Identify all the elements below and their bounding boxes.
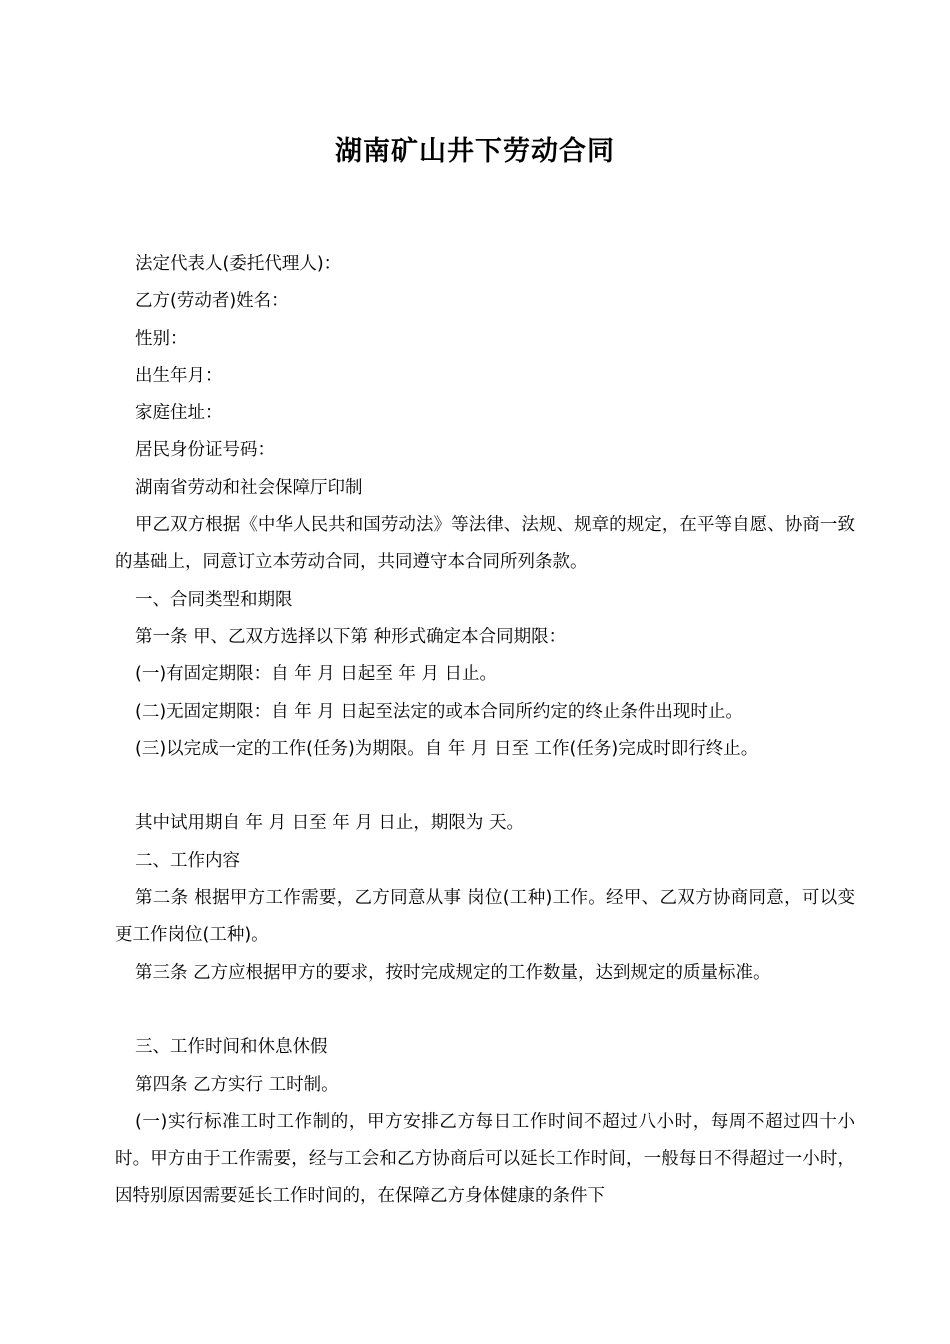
field-gender: 性别：: [135, 328, 188, 349]
field-legal-representative: 法定代表人(委托代理人)：: [135, 254, 342, 274]
blank-line: [115, 768, 855, 805]
document-body: [115, 246, 855, 1216]
field-id-number: 居民身份证号码：: [135, 440, 275, 461]
article-4: 第四条 乙方实行 工时制。: [135, 1074, 339, 1095]
field-birth-date: 出生年月：: [135, 365, 223, 386]
printed-by: 湖南省劳动和社会保障厅印制: [135, 477, 363, 498]
probation-period: 其中试用期自 年 月 日至 年 月 日止，期限为 天。: [135, 813, 524, 834]
article-1: 第一条 甲、乙双方选择以下第 种形式确定本合同期限：: [135, 626, 567, 647]
option-task-term: (三)以完成一定的工作(任务)为期限。自 年 月 日至 工作(任务)完成时即行终止。: [135, 738, 759, 759]
option-open-term: (二)无固定期限：自 年 月 日起至法定的或本合同所约定的终止条件出现时止。: [135, 701, 743, 722]
section-heading-working-hours: 三、工作时间和休息休假: [135, 1037, 328, 1058]
preamble-paragraph: 甲乙双方根据《中华人民共和国劳动法》等法律、法规、规章的规定，在平等自愿、协商一致的基础上，同意订立本劳动合同，共同遵守本合同所列条款。: [115, 515, 855, 573]
article-3: 第三条 乙方应根据甲方的要求，按时完成规定的工作数量，达到规定的质量标准。: [135, 962, 771, 983]
section-heading-contract-type: 一、合同类型和期限: [135, 589, 293, 610]
blank-line: [115, 992, 855, 1029]
option-fixed-term: (一)有固定期限：自 年 月 日起至 年 月 日止。: [135, 664, 498, 685]
field-employee-name: 乙方(劳动者)姓名：: [135, 291, 289, 312]
document-title: 湖南矿山井下劳动合同: [335, 136, 615, 167]
section-heading-work-content: 二、工作内容: [135, 850, 240, 871]
field-home-address: 家庭住址：: [135, 403, 223, 424]
article-4-clause-1: (一)实行标准工时工作制的，甲方安排乙方每日工作时间不超过八小时，每周不超过四十小时。甲方由于工作需要，经与工会和乙方协商后可以延长工作时间，一般每日不得超过一小时，因特别原因需要延长工作时间的，在保障乙方身体健康的条件下: [115, 1111, 855, 1207]
article-2: 第二条 根据甲方工作需要，乙方同意从事 岗位(工种)工作。经甲、乙双方协商同意，可以变更工作岗位(工种)。: [115, 888, 855, 946]
